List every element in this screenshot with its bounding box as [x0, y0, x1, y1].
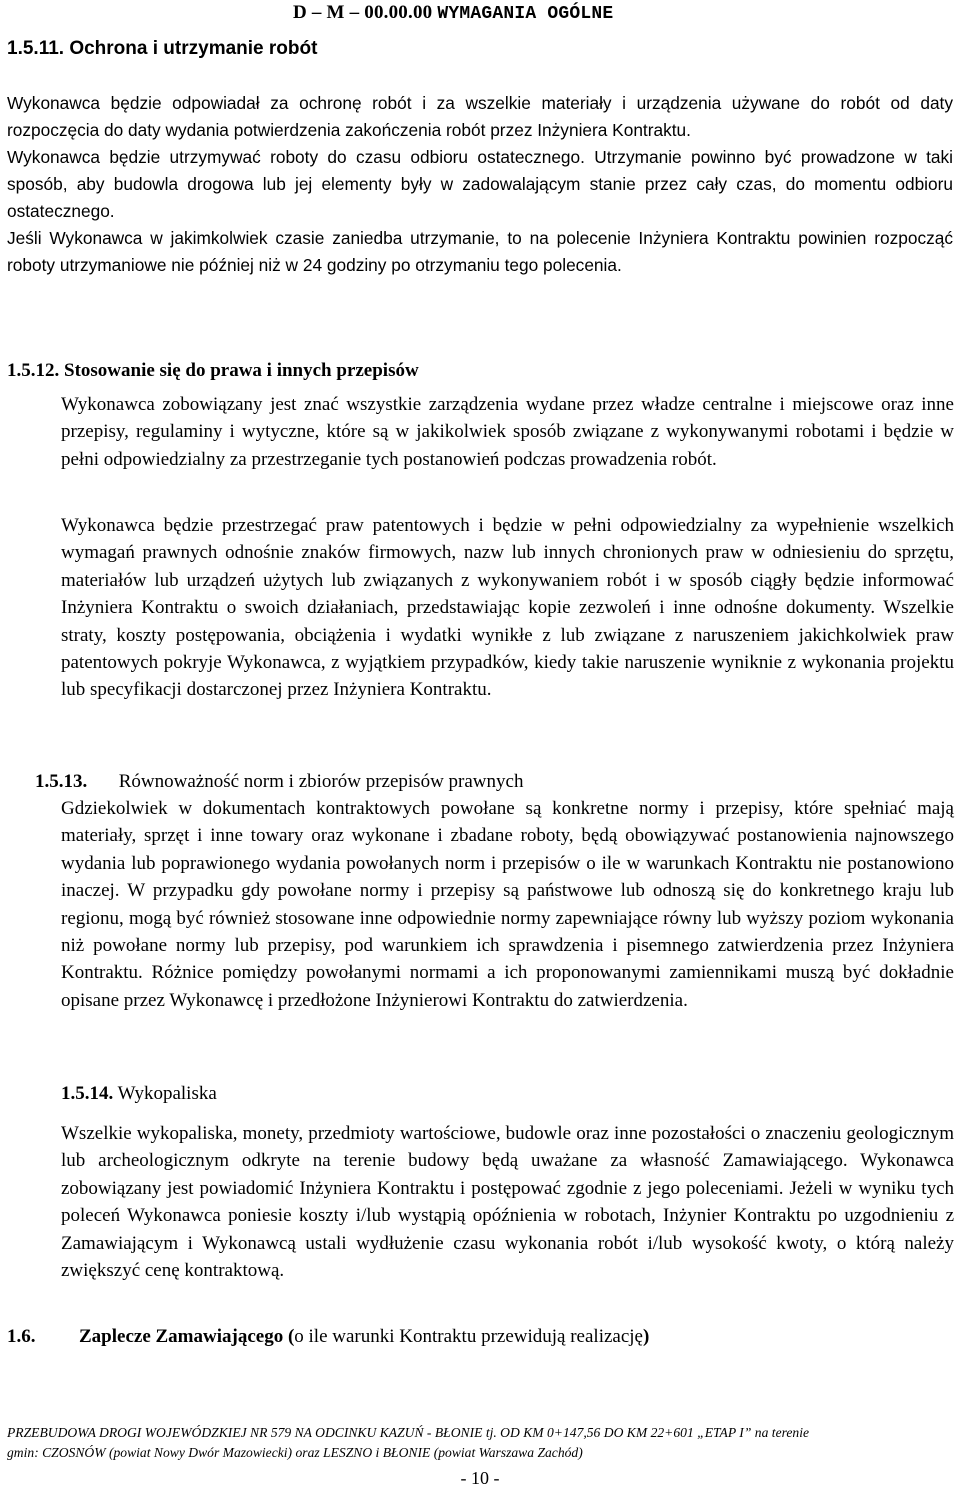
- section-number: 1.5.13.: [35, 771, 88, 792]
- section-body-1512-b: [61, 512, 954, 704]
- section-number: 1.6.: [7, 1326, 36, 1347]
- section-title-close: ): [643, 1326, 650, 1347]
- page-number: - 10 -: [460, 1468, 500, 1488]
- section-body-1512-a: [61, 391, 954, 473]
- section-heading-1511: 1.5.11. Ochrona i utrzymanie robót: [7, 38, 318, 59]
- paragraph: Wykonawca będzie utrzymywać roboty do czasu odbioru ostatecznego. Utrzymanie powinno być prowadzone w taki sposób, aby budowla drogowa lub jej elementy były w zadowalającym stanie przez cały czas, do momentu odbioru ostatecznego.: [7, 147, 953, 221]
- section-title: Wykopaliska: [117, 1083, 217, 1104]
- section-title-bold: Zaplecze Zamawiającego (: [79, 1326, 295, 1347]
- footer-line: gmin: CZOSNÓW (powiat Nowy Dwór Mazowiecki) oraz LESZNO i BŁONIE (powiat Warszawa Zachód): [7, 1445, 583, 1460]
- section-body-1514: [61, 1120, 954, 1284]
- section-number: 1.5.12.: [7, 360, 60, 381]
- spec-header: [293, 2, 613, 24]
- page-footer: [7, 1423, 953, 1463]
- paragraph: Wszelkie wykopaliska, monety, przedmioty wartościowe, budowle oraz inne pozostałości o znaczeniu geologicznym lub archeologicznym odkryte na terenie budowy będą uważane za własność Zamawiającego. Wykonawca zobowiązany jest powiadomić Inżyniera Kontraktu i postępować zgodnie z jego poleceniami. Jeżeli w wyniku tych poleceń Wykonawca poniesie koszty i/lub wystąpią opóźnienia w robotach, Inżynier Kontraktu po uzgodnieniu z Zamawiającym i Wykonawcą ustali wydłużenie czasu wykonania robót i/lub wysokość kwoty, o którą należy zwiększyć cenę kontraktową.: [61, 1123, 954, 1282]
- section-title: Równoważność norm i zbiorów przepisów prawnych: [118, 771, 524, 792]
- paragraph: Gdziekolwiek w dokumentach kontraktowych powołane są konkretne normy i przepisy, które spełniać mają materiały, sprzęt i inne towary oraz wykonane i zbadane roboty, będą obowiązywać postanowienia najnowszego wydania lub poprawionego wydania powołanych norm i przepisów o ile w warunkach Kontraktu nie postanowiono inaczej. W przypadku gdy powołane normy i przepisy są państwowe lub odnoszą się do konkretnego kraju lub regionu, mogą być również stosowane inne odpowiednie normy zapewniające równy lub wyższy poziom wykonania niż powołane normy lub przepisy, pod warunkiem ich sprawdzenia i pisemnego zatwierdzenia przez Inżyniera Kontraktu. Różnice pomiędzy powołanymi normami a ich proponowanymi zamiennikami muszą być dokładnie opisane przez Wykonawcę i przedłożone Inżynierowi Kontraktu do zatwierdzenia.: [61, 798, 954, 1011]
- section-heading-16: [7, 1323, 649, 1350]
- section-heading-1514: [61, 1080, 217, 1107]
- section-number: 1.5.14.: [61, 1083, 114, 1104]
- paragraph: Jeśli Wykonawca w jakimkolwiek czasie zaniedba utrzymanie, to na polecenie Inżyniera Kontraktu powinien rozpocząć roboty utrzymaniowe nie później niż w 24 godziny po otrzymaniu tego polecenia.: [7, 228, 953, 275]
- section-title-rest: o ile warunki Kontraktu przewidują realizację: [294, 1326, 643, 1347]
- section-body-1513: [61, 795, 954, 1014]
- paragraph: Wykonawca zobowiązany jest znać wszystkie zarządzenia wydane przez władze centralne i miejscowe oraz inne przepisy, regulaminy i wytyczne, które są w jakikolwiek sposób związane z wykonywanymi robotami i będzie w pełni odpowiedzialny za przestrzeganie tych postanowień podczas prowadzenia robót.: [61, 394, 954, 470]
- paragraph: Wykonawca będzie przestrzegać praw patentowych i będzie w pełni odpowiedzialny za wypełnienie wszelkich wymagań prawnych odnośnie znaków firmowych, nazw lub innych chronionych praw w odniesieniu do sprzętu, materiałów lub urządzeń użytych lub związanych z wykonywaniem robót i w sposób ciągły będzie informować Inżyniera Kontraktu o swoich działaniach, przedstawiając kopie zezwoleń i inne odnośne dokumenty. Wszelkie straty, koszty postępowania, obciążenia i wydatki wynikłe z lub związane z naruszeniem jakichkolwiek praw patentowych pokryje Wykonawca, z wyjątkiem przypadków, kiedy takie naruszenie wyniknie z wykonania projektu lub specyfikacji dostarczonej przez Inżyniera Kontraktu.: [61, 515, 954, 701]
- section-body-1511: [7, 90, 953, 279]
- section-heading-1513: [35, 768, 523, 795]
- paragraph: Wykonawca będzie odpowiadał za ochronę robót i za wszelkie materiały i urządzenia używane do robót od daty rozpoczęcia do daty wydania potwierdzenia zakończenia robót przez Inżyniera Kontraktu.: [7, 93, 953, 140]
- spec-title: WYMAGANIA OGÓLNE: [437, 4, 614, 24]
- section-heading-1512: [7, 357, 419, 384]
- footer-line: PRZEBUDOWA DROGI WOJEWÓDZKIEJ NR 579 NA ODCINKU KAZUŃ - BŁONIE tj. OD KM 0+147,56 DO KM 22+601 „ETAP I” na terenie: [7, 1425, 810, 1440]
- section-title: Stosowanie się do prawa i innych przepisów: [64, 360, 419, 381]
- spec-code: D – M – 00.00.00: [293, 2, 433, 23]
